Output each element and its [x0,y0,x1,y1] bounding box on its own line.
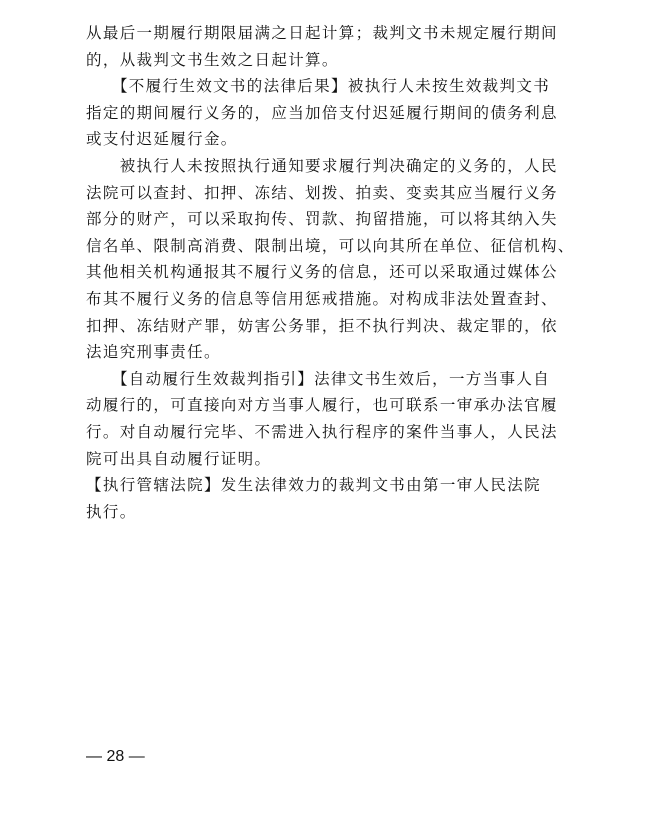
text-line: 指定的期间履行义务的，应当加倍支付迟延履行期间的债务利息 [86,103,558,122]
text-line: 执行。 [86,502,137,521]
body-text [86,20,586,525]
text-line: 【不履行生效文书的法律后果】被执行人未按生效裁判文书 [86,77,551,96]
text-line: 信名单、限制高消费、限制出境，可以向其所在单位、征信机构、 [86,236,575,255]
text-line: 法院可以查封、扣押、冻结、划拨、拍卖、变卖其应当履行义务 [86,183,558,202]
text-line: 被执行人未按照执行通知要求履行判决确定的义务的，人民 [86,156,558,175]
text-line: 从最后一期履行期限届满之日起计算；裁判文书未规定履行期间 [86,24,558,42]
text-line: 布其不履行义务的信息等信用惩戒措施。对构成非法处置查封、 [86,289,558,308]
text-line: 院可出具自动履行证明。 [86,449,272,468]
text-line: 动履行的，可直接向对方当事人履行，也可联系一审承办法官履 [86,396,558,415]
text-line: 行。对自动履行完毕、不需进入执行程序的案件当事人，人民法 [86,422,558,441]
text-line: 的，从裁判文书生效之日起计算。 [86,50,339,69]
text-line: 部分的财产，可以采取拘传、罚款、拘留措施，可以将其纳入失 [86,210,558,229]
text-line: 法追究刑事责任。 [86,343,221,362]
text-line: 或支付迟延履行金。 [86,130,238,149]
text-line: 【自动履行生效裁判指引】法律文书生效后，一方当事人自 [86,369,551,388]
text-line: 【执行管辖法院】发生法律效力的裁判文书由第一审人民法院 [86,476,541,495]
text-line: 其他相关机构通报其不履行义务的信息，还可以采取通过媒体公 [86,263,558,282]
page-number: — 28 — [86,748,145,765]
text-line: 扣押、冻结财产罪，妨害公务罪，拒不执行判决、裁定罪的，依 [86,316,558,335]
